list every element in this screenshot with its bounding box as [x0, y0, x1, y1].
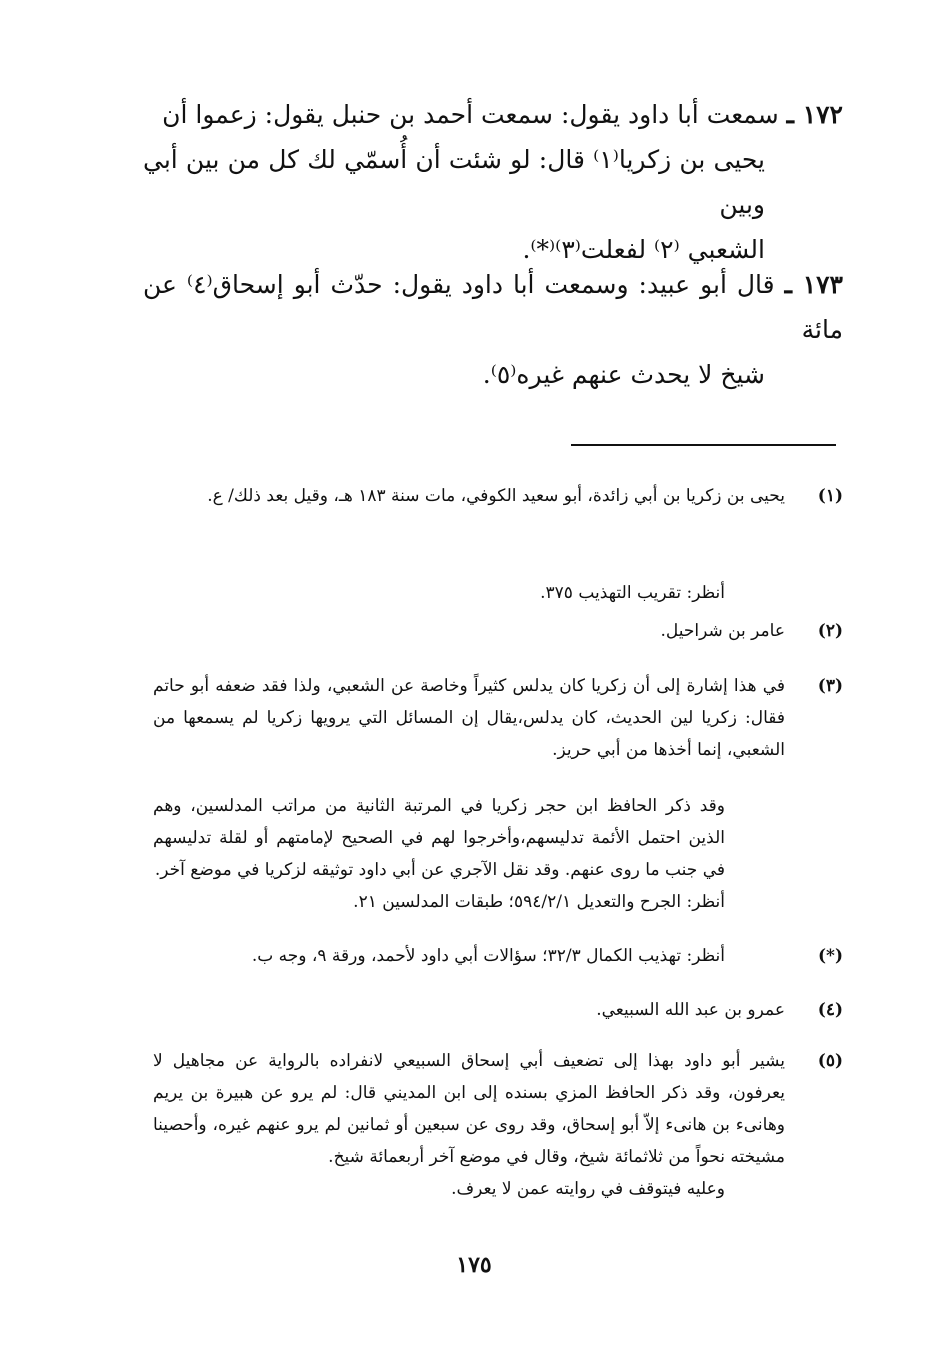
footnote-text: في هذا إشارة إلى أن زكريا كان يدلس كثيراً وخاصة عن الشعبي، ولذا فقد ضعفه أبو حاتم فقال: زكريا لين الحديث، كان يدلس،يقال إن المسائل التي يرويها زكريا لم يسمعها من الشعبي، إنما أخذها من أبي حريز.: [153, 676, 785, 760]
footnote-separator: [571, 444, 836, 446]
footnote-4: [153, 994, 843, 1026]
entry-number: ١٧٢ ـ: [786, 100, 843, 129]
entry-text-line: الشعبي ⁽٢⁾ لفعلت⁽٣⁾⁽*⁾.: [522, 235, 765, 264]
footnote-2: [153, 615, 843, 647]
footnote-text: يشير أبو داود بهذا إلى تضعيف أبي إسحاق السبيعي لانفراده بالرواية عن مجاهيل لا يعرفون، وقد ذكر الحافظ المزي بسنده إلى ابن المديني قال: لم يرو عن هبيرة بن يريم وهانىء بن هانىء إلاّ أبو إسحاق، وقد روى عن سبعين أو ثمانين لم يرو عنهم غيره، وأحصينا مشيخته نحواً من ثلاثمائة شيخ، وقال في موضع آخر أربعمائة شيخ.: [153, 1051, 785, 1167]
footnote-text: يحيى بن زكريا بن أبي زائدة، أبو سعيد الكوفي، مات سنة ١٨٣ هـ، وقيل بعد ذلك/ ع.: [207, 486, 785, 506]
entry-173: [143, 262, 843, 397]
footnote-1-reference: [153, 577, 843, 609]
entry-text-line: قال أبو عبيد: وسمعت أبا داود يقول: حدّث أبو إسحاق⁽٤⁾ عن مائة: [143, 270, 843, 344]
footnote-1: [153, 480, 843, 512]
footnote-reference: أنظر: تقريب التهذيب ٣٧٥.: [540, 583, 725, 603]
entry-172: [143, 92, 843, 272]
footnote-text: أنظر: تهذيب الكمال ٣٢/٣؛ سؤالات أبي داود لأحمد، ورقة ٩، وجه ب.: [251, 946, 725, 966]
entry-text-line: شيخ لا يحدث عنهم غيره⁽٥⁾.: [482, 360, 765, 389]
entry-number: ١٧٣ ـ: [784, 270, 843, 299]
footnote-5: [153, 1045, 843, 1205]
footnote-3: [153, 670, 843, 766]
footnote-marker: (١): [817, 486, 843, 506]
footnote-3-continuation: [153, 790, 843, 918]
footnote-marker: (٥): [817, 1051, 843, 1071]
footnote-marker: (٢): [817, 621, 843, 641]
footnote-text: عامر بن شراحيل.: [660, 621, 785, 641]
footnote-paragraph: وقد ذكر الحافظ ابن حجر زكريا في المرتبة الثانية من مراتب المدلسين، وهم الذين احتمل الأئمة تدليسهم،وأخرجوا لهم في الصحيح لإمامتهم أو لقلة تدليسهم في جنب ما روى عنهم. وقد نقل الآجري عن أبي داود توثيقه لزكريا في موضع آخر.: [153, 796, 725, 880]
page-number: ١٧٥: [456, 1252, 492, 1278]
entry-text-line: يحيى بن زكريا⁽١⁾ قال: لو شئت أن أُسمّي لك كل من بين أبي وبين: [143, 145, 766, 219]
footnote-marker: (*): [818, 946, 843, 966]
footnote-star: [153, 940, 843, 972]
footnote-text: عمرو بن عبد الله السبيعي.: [596, 1000, 785, 1020]
footnote-closing: وعليه فيتوقف في روايته عمن لا يعرف.: [451, 1179, 725, 1199]
footnote-marker: (٤): [817, 1000, 843, 1020]
footnote-reference: أنظر: الجرح والتعديل ٥٩٤/٢/١؛ طبقات المدلسين ٢١.: [353, 892, 725, 912]
entry-text-line: سمعت أبا داود يقول: سمعت أحمد بن حنبل يقول: زعموا أن: [162, 100, 779, 129]
footnote-marker: (٣): [817, 676, 843, 696]
